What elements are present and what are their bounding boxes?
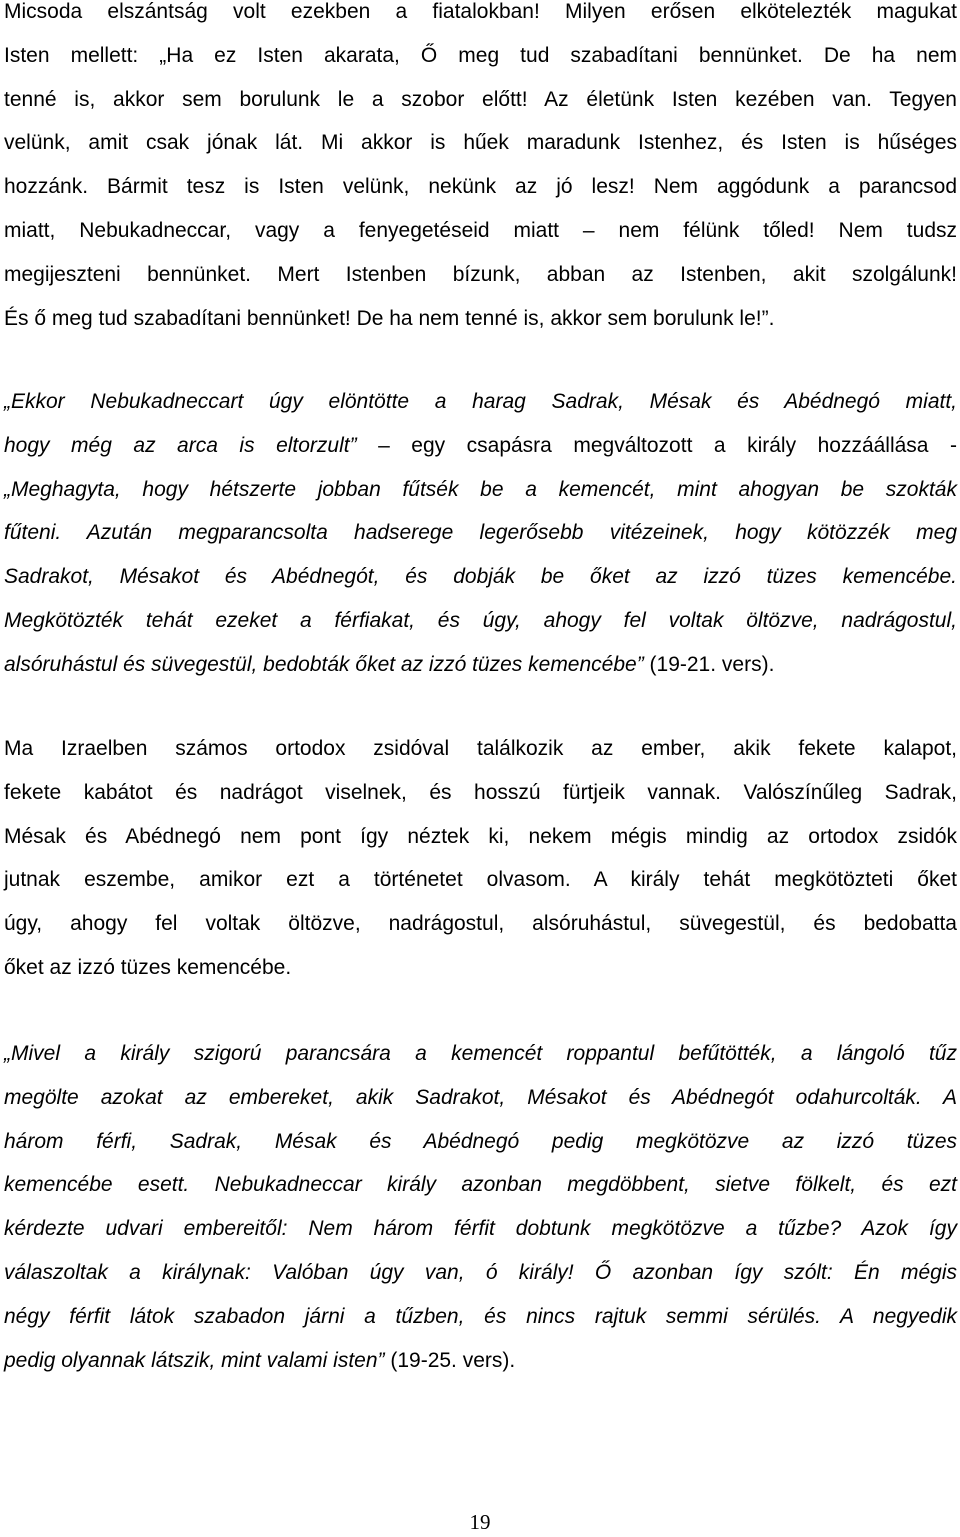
text-line: kérdezte udvari embereitől: Nem három férfit dobtunk megkötözve a tűzbe? Azok így <box>4 1217 957 1241</box>
text-line: Ma Izraelben számos ortodox zsidóval találkozik az ember, akik fekete kalapot, <box>4 737 957 760</box>
page-number: 19 <box>469 1510 491 1534</box>
text-line: Micsoda elszántság volt ezekben a fiatalokban! Milyen erősen elkötelezték magukat <box>4 0 957 23</box>
text-line: fűteni. Azután megparancsolta hadserege legerősebb vitézeinek, hogy kötözzék meg <box>4 521 957 545</box>
text-line: megölte azokat az embereket, akik Sadrakot, Mésakot és Abédnegót odahurcolták. A <box>4 1085 957 1109</box>
text-line: És ő meg tud szabadítani bennünket! De ha nem tenné is, akkor sem borulunk le!”. <box>4 306 775 330</box>
text-line: jutnak eszembe, amikor ezt a történetet olvasom. A király tehát megkötözteti őket <box>4 868 957 892</box>
italic-quote: pedig olyannak látszik, mint valami isten” <box>4 1348 385 1372</box>
text-line: megijeszteni bennünket. Mert Istenben bízunk, abban az Istenben, akit szolgálunk! <box>4 262 957 286</box>
text-line: hozzánk. Bármit tesz is Isten velünk, nekünk az jó lesz! Nem aggódunk a parancsod <box>4 175 957 199</box>
text-line: velünk, amit csak jónak lát. Mi akkor is hűek maradunk Istenhez, és Isten is hűséges <box>4 131 957 155</box>
verse-reference: (19-21. vers). <box>643 652 775 676</box>
text-line: miatt, Nebukadneccar, vagy a fenyegetéseid miatt – nem félünk tőled! Nem tudsz <box>4 218 957 242</box>
text-line: Sadrakot, Mésakot és Abédnegót, és dobják be őket az izzó tüzes kemencébe. <box>4 565 957 589</box>
text-line: három férfi, Sadrak, Mésak és Abédnegó pedig megkötözve az izzó tüzes <box>4 1129 957 1153</box>
text-line <box>4 643 957 687</box>
text-line: „Meghagyta, hogy hétszerte jobban fűtsék be a kemencét, mint ahogyan be szokták <box>4 477 957 501</box>
text-line: Mésak és Abédnegó nem pont így néztek ki, nekem mégis mindig az ortodox zsidók <box>4 824 957 848</box>
text-line: válaszoltak a királynak: Valóban úgy van, ó király! Ő azonban így szólt: Én mégis <box>4 1260 957 1284</box>
text-line <box>4 1339 957 1383</box>
text-line: őket az izzó tüzes kemencébe. <box>4 955 292 979</box>
text-line: fekete kabátot és nadrágot viselnek, és hosszú fürtjeik vannak. Valószínűleg Sadrak, <box>4 780 957 804</box>
text-line: „Mivel a király szigorú parancsára a kemencét roppantul befűtötték, a lángoló tűz <box>4 1042 957 1065</box>
text-line: úgy, ahogy fel voltak öltözve, nadrágostul, alsóruhástul, süvegestül, és bedobatta <box>4 912 957 936</box>
paragraph-4 <box>4 1032 957 1382</box>
paragraph-1 <box>4 0 957 340</box>
paragraph-2 <box>4 380 957 687</box>
text-line: négy férfit látok szabadon járni a tűzben, és nincs rajtuk semmi sérülés. A negyedik <box>4 1304 957 1328</box>
text-line: „Ekkor Nebukadneccart úgy elöntötte a harag Sadrak, Mésak és Abédnegó miatt, <box>4 390 957 413</box>
text-line: Megkötözték tehát ezeket a férfiakat, és úgy, ahogy fel voltak öltözve, nadrágostul, <box>4 608 957 632</box>
paragraph-3 <box>4 727 957 990</box>
italic-quote: alsóruhástul és süvegestül, bedobták őket az izzó tüzes kemencébe” <box>4 652 644 676</box>
verse-reference: (19-25. vers). <box>384 1348 516 1372</box>
text-line <box>4 424 957 468</box>
text-line: Isten mellett: „Ha ez Isten akarata, Ő meg tud szabadítani bennünket. De ha nem <box>4 43 957 67</box>
italic-quote: hogy még az arca is eltorzult” <box>4 433 357 457</box>
plain-text: – egy csapásra megváltozott a király hozzáállása - <box>356 433 957 457</box>
text-line: tenné is, akkor sem borulunk le a szobor előtt! Az életünk Isten kezében van. Tegyen <box>4 87 957 111</box>
text-line: kemencébe esett. Nebukadneccar király azonban megdöbbent, sietve fölkelt, és ezt <box>4 1173 957 1197</box>
